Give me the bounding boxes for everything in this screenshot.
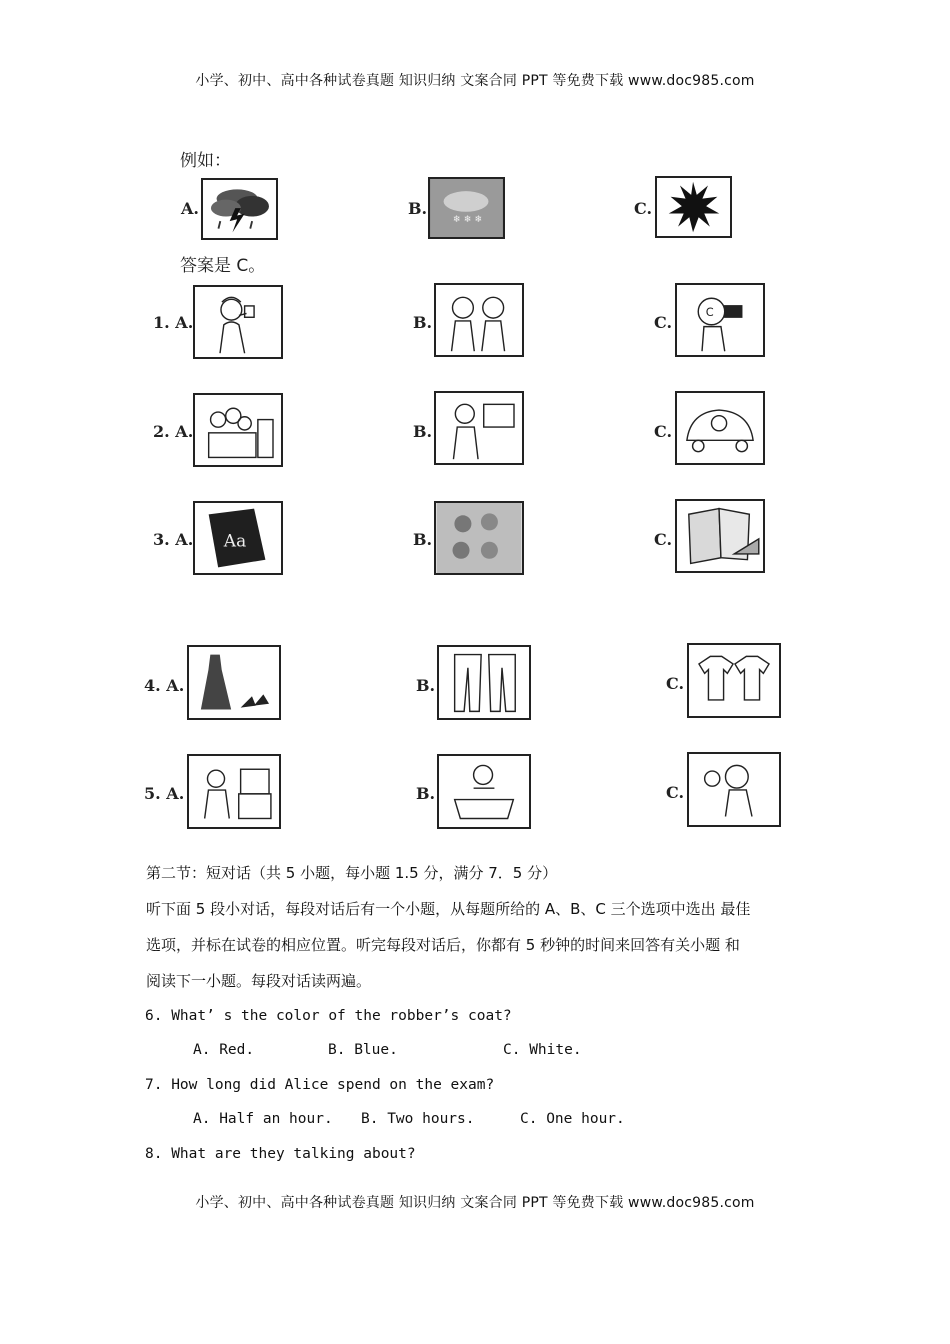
question-2-c-label: C. [654, 422, 673, 441]
section2-title: 第二节：短对话（共 5 小题，每小题 1.5 分，满分 7．5 分） [146, 864, 558, 882]
question-7-option-c: C. One hour. [520, 1111, 625, 1127]
question-3-c-label: C. [654, 530, 673, 549]
car-driver-icon [675, 391, 765, 465]
question-4-label: 4. A. [144, 676, 185, 695]
question-5-c-label: C. [666, 783, 685, 802]
example-option-c-label: C. [634, 199, 653, 218]
dress-shoes-icon [187, 645, 281, 720]
woman-tv-icon [187, 754, 281, 829]
question-3-b-label: B. [413, 530, 433, 549]
dictionary-text: Aa [223, 531, 247, 552]
question-2-label: 2. A. [153, 422, 194, 441]
question-4-c-label: C. [666, 674, 685, 693]
group-photo-icon [434, 501, 524, 575]
section2-instruction-line1: 听下面 5 段小对话，每段对话后有一个小题，从每题所给的 A、B、C 三个选项中选出 最佳 [146, 900, 751, 918]
question-1-label: 1. A. [153, 313, 194, 332]
dictionary-icon [193, 501, 283, 575]
svg-text:C: C [705, 305, 714, 320]
teacher-board-icon [434, 391, 524, 465]
question-6-text: 6. What’ s the color of the robber’s coat? [145, 1008, 512, 1024]
question-7-option-b: B. Two hours. [361, 1111, 475, 1127]
question-1-c-label: C. [654, 313, 673, 332]
question-6-option-c: C. White. [503, 1042, 582, 1058]
example-answer: 答案是 C。 [180, 256, 266, 276]
storm-cloud-icon [201, 178, 278, 240]
question-5-b-label: B. [416, 784, 436, 803]
family-room-icon [193, 393, 283, 467]
boy-camera-icon [675, 283, 765, 357]
question-8-text: 8. What are they talking about? [145, 1146, 416, 1162]
page-footer: 小学、初中、高中各种试卷真题 知识归纳 文案合同 PPT 等免费下载 www.doc985.com [195, 1195, 755, 1211]
example-option-b-label: B. [408, 199, 428, 218]
question-5-label: 5. A. [144, 784, 185, 803]
example-option-a-label: A. [181, 199, 199, 218]
question-1-b-label: B. [413, 313, 433, 332]
two-boys-icon [434, 283, 524, 357]
question-4-b-label: B. [416, 676, 436, 695]
section2-instruction-line2: 选项，并标在试卷的相应位置。听完每段对话后，你都有 5 秒钟的时间来回答有关小题 和 [146, 936, 740, 954]
svg-text:❄ ❄ ❄: ❄ ❄ ❄ [452, 214, 483, 226]
tshirts-icon [687, 643, 781, 718]
question-6-option-a: A. Red. [193, 1042, 255, 1058]
question-7-text: 7. How long did Alice spend on the exam? [145, 1077, 495, 1093]
girl-washing-icon [437, 754, 531, 829]
question-6-option-b: B. Blue. [328, 1042, 398, 1058]
section2-instruction-line3: 阅读下一小题。每段对话读两遍。 [146, 972, 372, 990]
question-7-option-a: A. Half an hour. [193, 1111, 333, 1127]
example-label: 例如： [180, 151, 231, 171]
page-header: 小学、初中、高中各种试卷真题 知识归纳 文案合同 PPT 等免费下载 www.doc985.com [195, 73, 755, 89]
trousers-icon [437, 645, 531, 720]
snow-icon [428, 177, 505, 239]
question-3-label: 3. A. [153, 530, 194, 549]
math-book-icon [675, 499, 765, 573]
question-2-b-label: B. [413, 422, 433, 441]
sun-icon [655, 176, 732, 238]
boy-ball-icon [687, 752, 781, 827]
girl-drinking-icon [193, 285, 283, 359]
